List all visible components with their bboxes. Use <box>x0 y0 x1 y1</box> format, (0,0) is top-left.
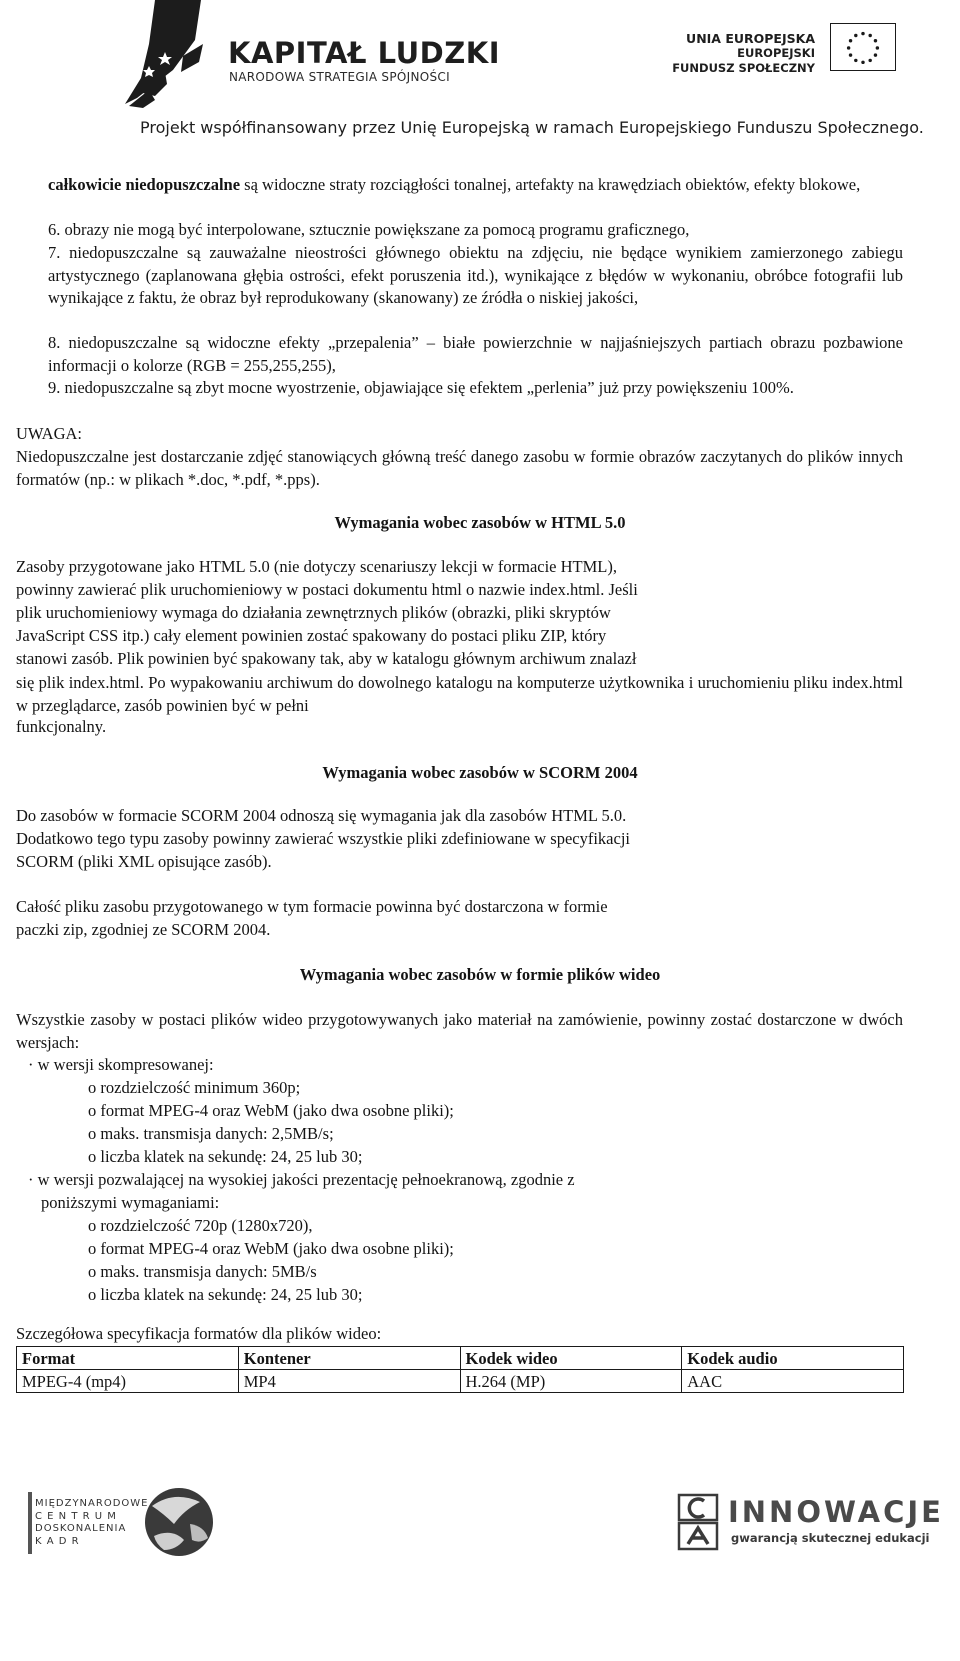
video-heading: Wymagania wobec zasobów w formie plików wideo <box>299 965 661 984</box>
list-item-text: są widoczne straty rozciągłości tonalnej, artefakty na krawędziach obiektów, efekty blokowe, <box>240 175 861 194</box>
table-header-cell: Kodek audio <box>682 1347 904 1370</box>
emphasis-text: całkowicie niedopuszczalne <box>48 175 241 194</box>
list-item: o rozdzielczość 720p (1280x720), <box>88 1216 313 1235</box>
table-header-row <box>17 1347 904 1370</box>
kapital-ludzki-subtitle: NARODOWA STRATEGIA SPÓJNOŚCI <box>229 70 450 84</box>
kapital-ludzki-title: KAPITAŁ LUDZKI <box>228 36 501 70</box>
innowacje-tagline: gwarancją skutecznej edukacji <box>731 1531 930 1545</box>
list-item: o maks. transmisja danych: 2,5MB/s; <box>88 1124 334 1143</box>
html5-line: JavaScript CSS itp.) cały element powinien zostać spakowany do postaci pliku ZIP, który <box>16 626 607 645</box>
html5-paragraph-end: się plik index.html. Po wypakowaniu archiwum do dowolnego katalogu na komputerze użytkownika i uruchomieniu pliku index.html w przeglądarce, zasób powinien być w pełni <box>16 673 903 715</box>
video-intro: Wszystkie zasoby w postaci plików wideo przygotowywanych jako materiał na zamówienie, powinny zostać dostarczone w dwóch wersjach: <box>16 1010 903 1052</box>
mcdk-logo-text <box>35 1498 148 1548</box>
innowacje-title: INNOWACJE <box>728 1495 944 1529</box>
compressed-version-label: · w wersji skompresowanej: <box>28 1055 214 1074</box>
html5-line: powinny zawierać plik uruchomieniowy w postaci dokumentu html o nazwie index.html. Jeśli <box>16 580 638 599</box>
html5-heading: Wymagania wobec zasobów w HTML 5.0 <box>334 513 626 532</box>
list-item: o format MPEG-4 oraz WebM (jako dwa osobne pliki); <box>88 1101 454 1120</box>
table-cell: MP4 <box>238 1370 460 1393</box>
table-cell: AAC <box>682 1370 904 1393</box>
mcdk-text-line: MIĘDZYNARODOWE <box>35 1498 149 1509</box>
list-item-6: 6. obrazy nie mogą być interpolowane, sztucznie powiększane za pomocą programu graficznego, <box>48 220 690 239</box>
page-header <box>0 0 960 150</box>
eu-name: UNIA EUROPEJSKA <box>686 31 815 46</box>
video-formats-table <box>16 1346 904 1393</box>
list-item-5-continuation <box>48 174 903 197</box>
scorm-line: SCORM (pliki XML opisujące zasób). <box>16 852 272 871</box>
table-header-cell: Kontener <box>238 1347 460 1370</box>
list-item: o rozdzielczość minimum 360p; <box>88 1078 301 1097</box>
list-item-8: 8. niedopuszczalne są widoczne efekty „przepalenia” – białe powierzchnie w najjaśniejszych partiach obrazu pozbawione informacji o kolorze (RGB = 255,255,255), <box>48 333 903 375</box>
scorm-line: Do zasobów w formacie SCORM 2004 odnoszą się wymagania jak dla zasobów HTML 5.0. <box>16 806 627 825</box>
eu-fund-line2: FUNDUSZ SPOŁECZNY <box>672 61 815 75</box>
list-item: o maks. transmisja danych: 5MB/s <box>88 1262 317 1281</box>
project-cofinancing-line: Projekt współfinansowany przez Unię Europejską w ramach Europejskiego Funduszu Społecznego. <box>140 118 924 137</box>
list-item: o liczba klatek na sekundę: 24, 25 lub 30; <box>88 1285 363 1304</box>
uwaga-text: Niedopuszczalne jest dostarczanie zdjęć stanowiących główną treść danego zasobu w formie obrazów zaczytanych do plików innych formatów (np.: w plikach *.doc, *.pdf, *.pps). <box>16 447 903 489</box>
spec-caption: Szczegółowa specyfikacja formatów dla plików wideo: <box>16 1324 382 1343</box>
table-header-cell: Format <box>17 1347 239 1370</box>
mcdk-text-line: DOSKONALENIA <box>35 1523 127 1534</box>
table-header-cell: Kodek wideo <box>460 1347 682 1370</box>
list-item: o format MPEG-4 oraz WebM (jako dwa osobne pliki); <box>88 1239 454 1258</box>
uwaga-label: UWAGA: <box>16 424 82 443</box>
hq-version-label: · w wersji pozwalającej na wysokiej jakości prezentację pełnoekranową, zgodnie z <box>28 1170 575 1189</box>
eu-fund-line1: EUROPEJSKI <box>737 46 815 60</box>
scorm-line: Dodatkowo tego typu zasoby powinny zawierać wszystkie pliki zdefiniowane w specyfikacji <box>16 829 630 848</box>
table-cell: MPEG-4 (mp4) <box>17 1370 239 1393</box>
table-cell: H.264 (MP) <box>460 1370 682 1393</box>
scorm-line: Całość pliku zasobu przygotowanego w tym formacie powinna być dostarczona w formie <box>16 897 608 916</box>
scorm-line: paczki zip, zgodniej ze SCORM 2004. <box>16 920 271 939</box>
hq-version-label: poniższymi wymaganiami: <box>41 1193 220 1212</box>
mcdk-text-line: K A D R <box>35 1535 80 1547</box>
table-row <box>17 1370 904 1393</box>
html5-line: plik uruchomieniowy wymaga do działania zewnętrznych plików (obrazki, pliki skryptów <box>16 603 611 622</box>
list-item-9: 9. niedopuszczalne są zbyt mocne wyostrzenie, objawiające się efektem „perlenia” już przy powiększeniu 100%. <box>48 378 794 397</box>
mcdk-text-line: C E N T R U M <box>35 1510 117 1522</box>
html5-last-line: funkcjonalny. <box>16 717 107 736</box>
html5-line: Zasoby przygotowane jako HTML 5.0 (nie dotyczy scenariuszy lekcji w formacie HTML), <box>16 557 617 576</box>
eu-logo-text <box>640 31 815 76</box>
scorm-heading: Wymagania wobec zasobów w SCORM 2004 <box>322 763 638 782</box>
list-item-7: 7. niedopuszczalne są zauważalne nieostrości głównego obiektu na zdjęciu, nie będące wynikiem zamierzonego zabiegu artystycznego (zaplanowana głębia ostrości, efekt poruszenia itd.), wynikające z błędów w wykonaniu, obróbce fotografii lub wynikające z faktu, że obraz był reprodukowany (skanowany) ze źródła o niskiej jakości, <box>48 243 903 308</box>
innowacje-logo-icon <box>676 1492 720 1552</box>
list-item: o liczba klatek na sekundę: 24, 25 lub 30; <box>88 1147 363 1166</box>
kapital-ludzki-logo-icon <box>125 0 215 108</box>
eu-flag-icon <box>830 23 896 71</box>
html5-line: stanowi zasób. Plik powinien być spakowany tak, aby w katalogu głównym archiwum znalazł <box>16 649 637 668</box>
